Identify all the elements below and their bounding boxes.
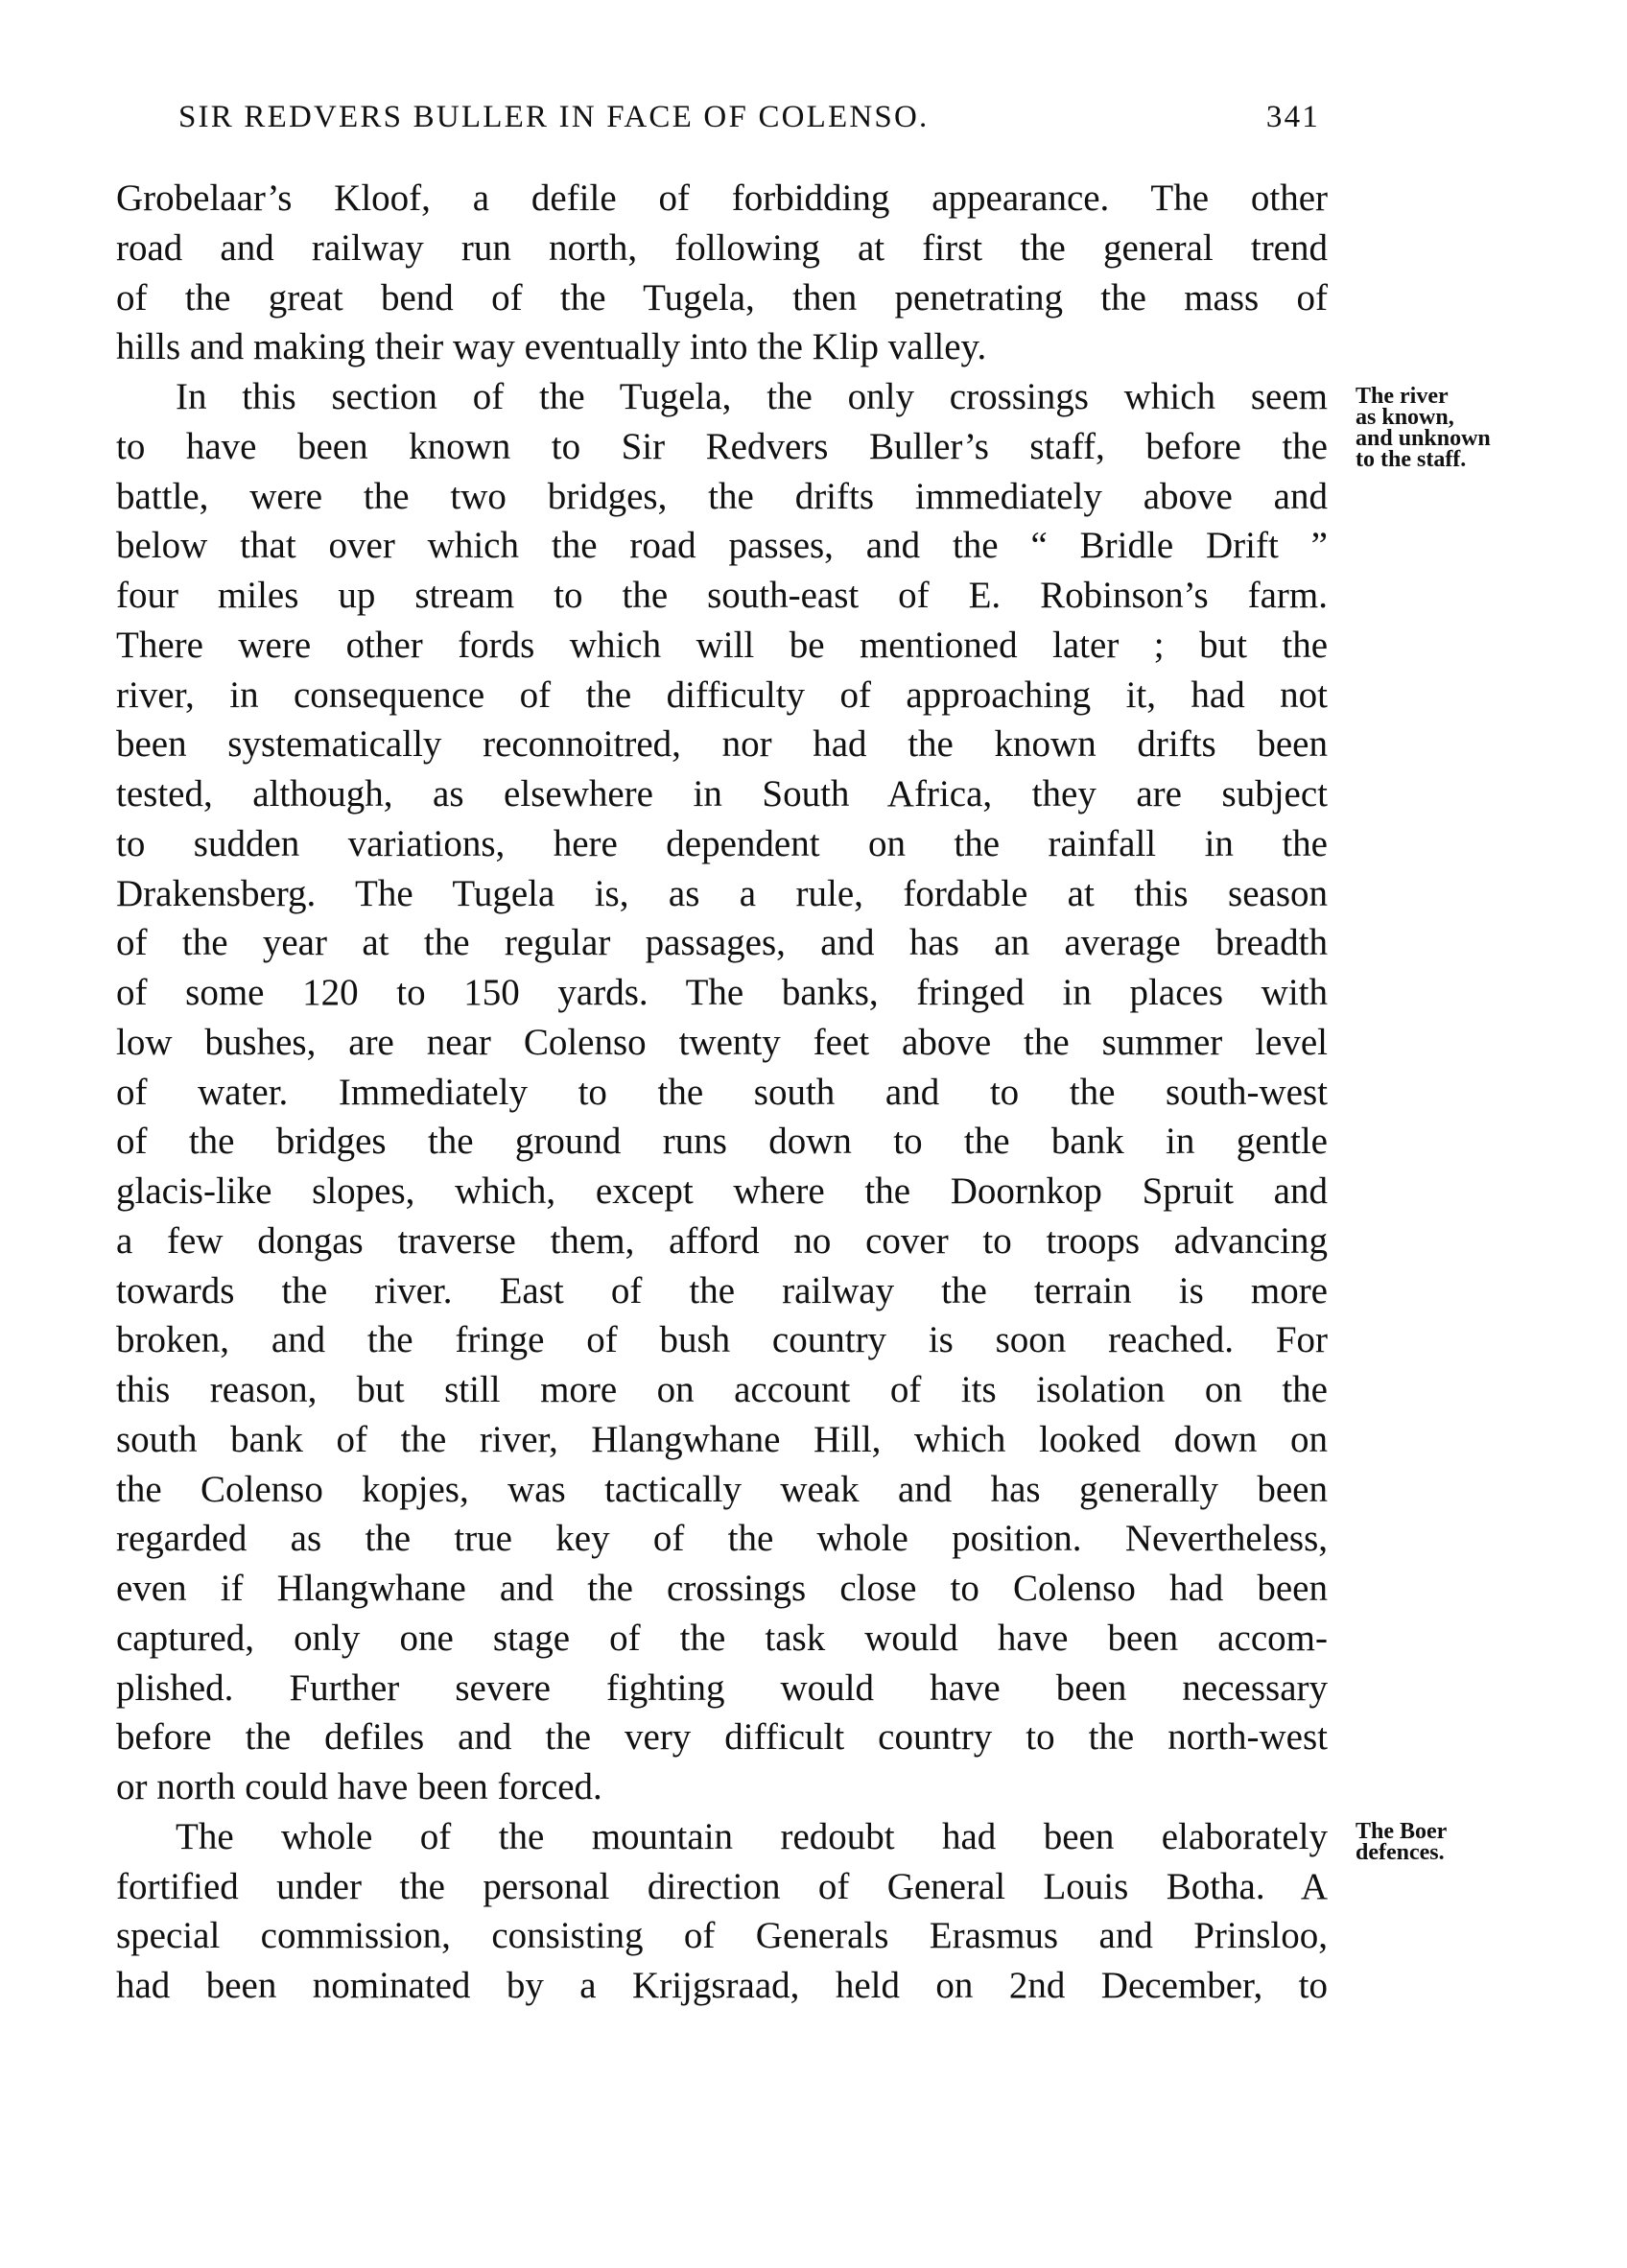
text-line: broken, and the fringe of bush country is soon reached. For [116,1319,1328,1361]
text-line: The whole of the mountain redoubt had been elaborately [176,1815,1328,1857]
text-line: plished. Further severe fighting would have been necessary [116,1666,1328,1709]
text-line: road and railway run north, following at first the general trend [116,226,1328,269]
running-header [178,100,1330,146]
text-line: had been nominated by a Krijgsraad, held on 2nd December, to [116,1965,1328,2006]
text-line: been systematically reconnoitred, nor had the known drifts been [116,723,1328,766]
text-line: Drakensberg. The Tugela is, as a rule, fordable at this season [116,872,1328,914]
text-line: of the year at the regular passages, and has an average breadth [116,922,1328,964]
margin-note-line: as known, [1356,405,1454,430]
text-line: towards the river. East of the railway the terrain is more [116,1269,1328,1311]
text-line: In this section of the Tugela, the only crossings which seem [176,376,1328,417]
text-line: of some 120 to 150 yards. The banks, fringed in places with [116,972,1328,1013]
text-line: before the defiles and the very difficult country to the north-west [116,1716,1328,1759]
text-line: four miles up stream to the south-east of E. Robinson’s farm. [116,575,1328,616]
text-line: even if Hlangwhane and the crossings close to Colenso had been [116,1568,1328,1609]
text-line: of the great bend of the Tugela, then penetrating the mass of [116,276,1328,319]
margin-note-line: defences. [1356,1840,1445,1865]
text-line: low bushes, are near Colenso twenty feet above the summer level [116,1021,1328,1063]
text-line: river, in consequence of the difficulty of approaching it, had not [116,673,1328,716]
text-line: special commission, consisting of Generals Erasmus and Prinsloo, [116,1915,1328,1957]
page-number: 341 [1265,100,1320,134]
text-line: south bank of the river, Hlangwhane Hill, which looked down on [116,1418,1328,1460]
margin-note-line: The river [1356,384,1449,409]
text-line: There were other fords which will be mentioned later ; but the [116,624,1328,666]
text-line: below that over which the road passes, and the “ Bridle Drift ” [116,525,1328,567]
text-line: a few dongas traverse them, afford no cover to troops advancing [116,1219,1328,1262]
text-line: Grobelaar’s Kloof, a defile of forbidding appearance. The other [116,177,1328,219]
chapter-title: SIR REDVERS BULLER IN FACE OF COLENSO. [178,100,930,134]
paragraph [116,372,1328,1812]
margin-note-line: The Boer [1356,1819,1448,1844]
text-line: glacis-like slopes, which, except where the Doornkop Spruit and [116,1170,1328,1212]
text-line: hills and making their way eventually into the Klip valley. [116,326,987,368]
text-line: to sudden variations, here dependent on the rainfall in the [116,822,1328,864]
text-line: battle, were the two bridges, the drifts immediately above and [116,475,1328,517]
margin-note-river [1356,386,1491,470]
text-line: captured, only one stage of the task would have been accom- [116,1617,1328,1659]
paragraph [116,1812,1328,2011]
text-line: of the bridges the ground runs down to the bank in gentle [116,1121,1328,1163]
text-line: the Colenso kopjes, was tactically weak and has generally been [116,1468,1328,1510]
text-line: or north could have been forced. [116,1766,602,1807]
text-line: tested, although, as elsewhere in South Africa, they are subject [116,773,1328,815]
margin-note-line: to the staff. [1356,447,1467,472]
text-line: to have been known to Sir Redvers Buller’s staff, before the [116,425,1328,467]
margin-note-boer-defences [1356,1821,1447,1863]
margin-note-line: and unknown [1356,426,1491,451]
text-line: this reason, but still more on account of its isolation on the [116,1369,1328,1410]
paragraph [116,174,1328,372]
text-line: fortified under the personal direction of General Louis Botha. A [116,1865,1328,1907]
text-line: regarded as the true key of the whole position. Nevertheless, [116,1518,1328,1560]
text-line: of water. Immediately to the south and to the south-west [116,1071,1328,1113]
body-text [116,174,1328,2011]
